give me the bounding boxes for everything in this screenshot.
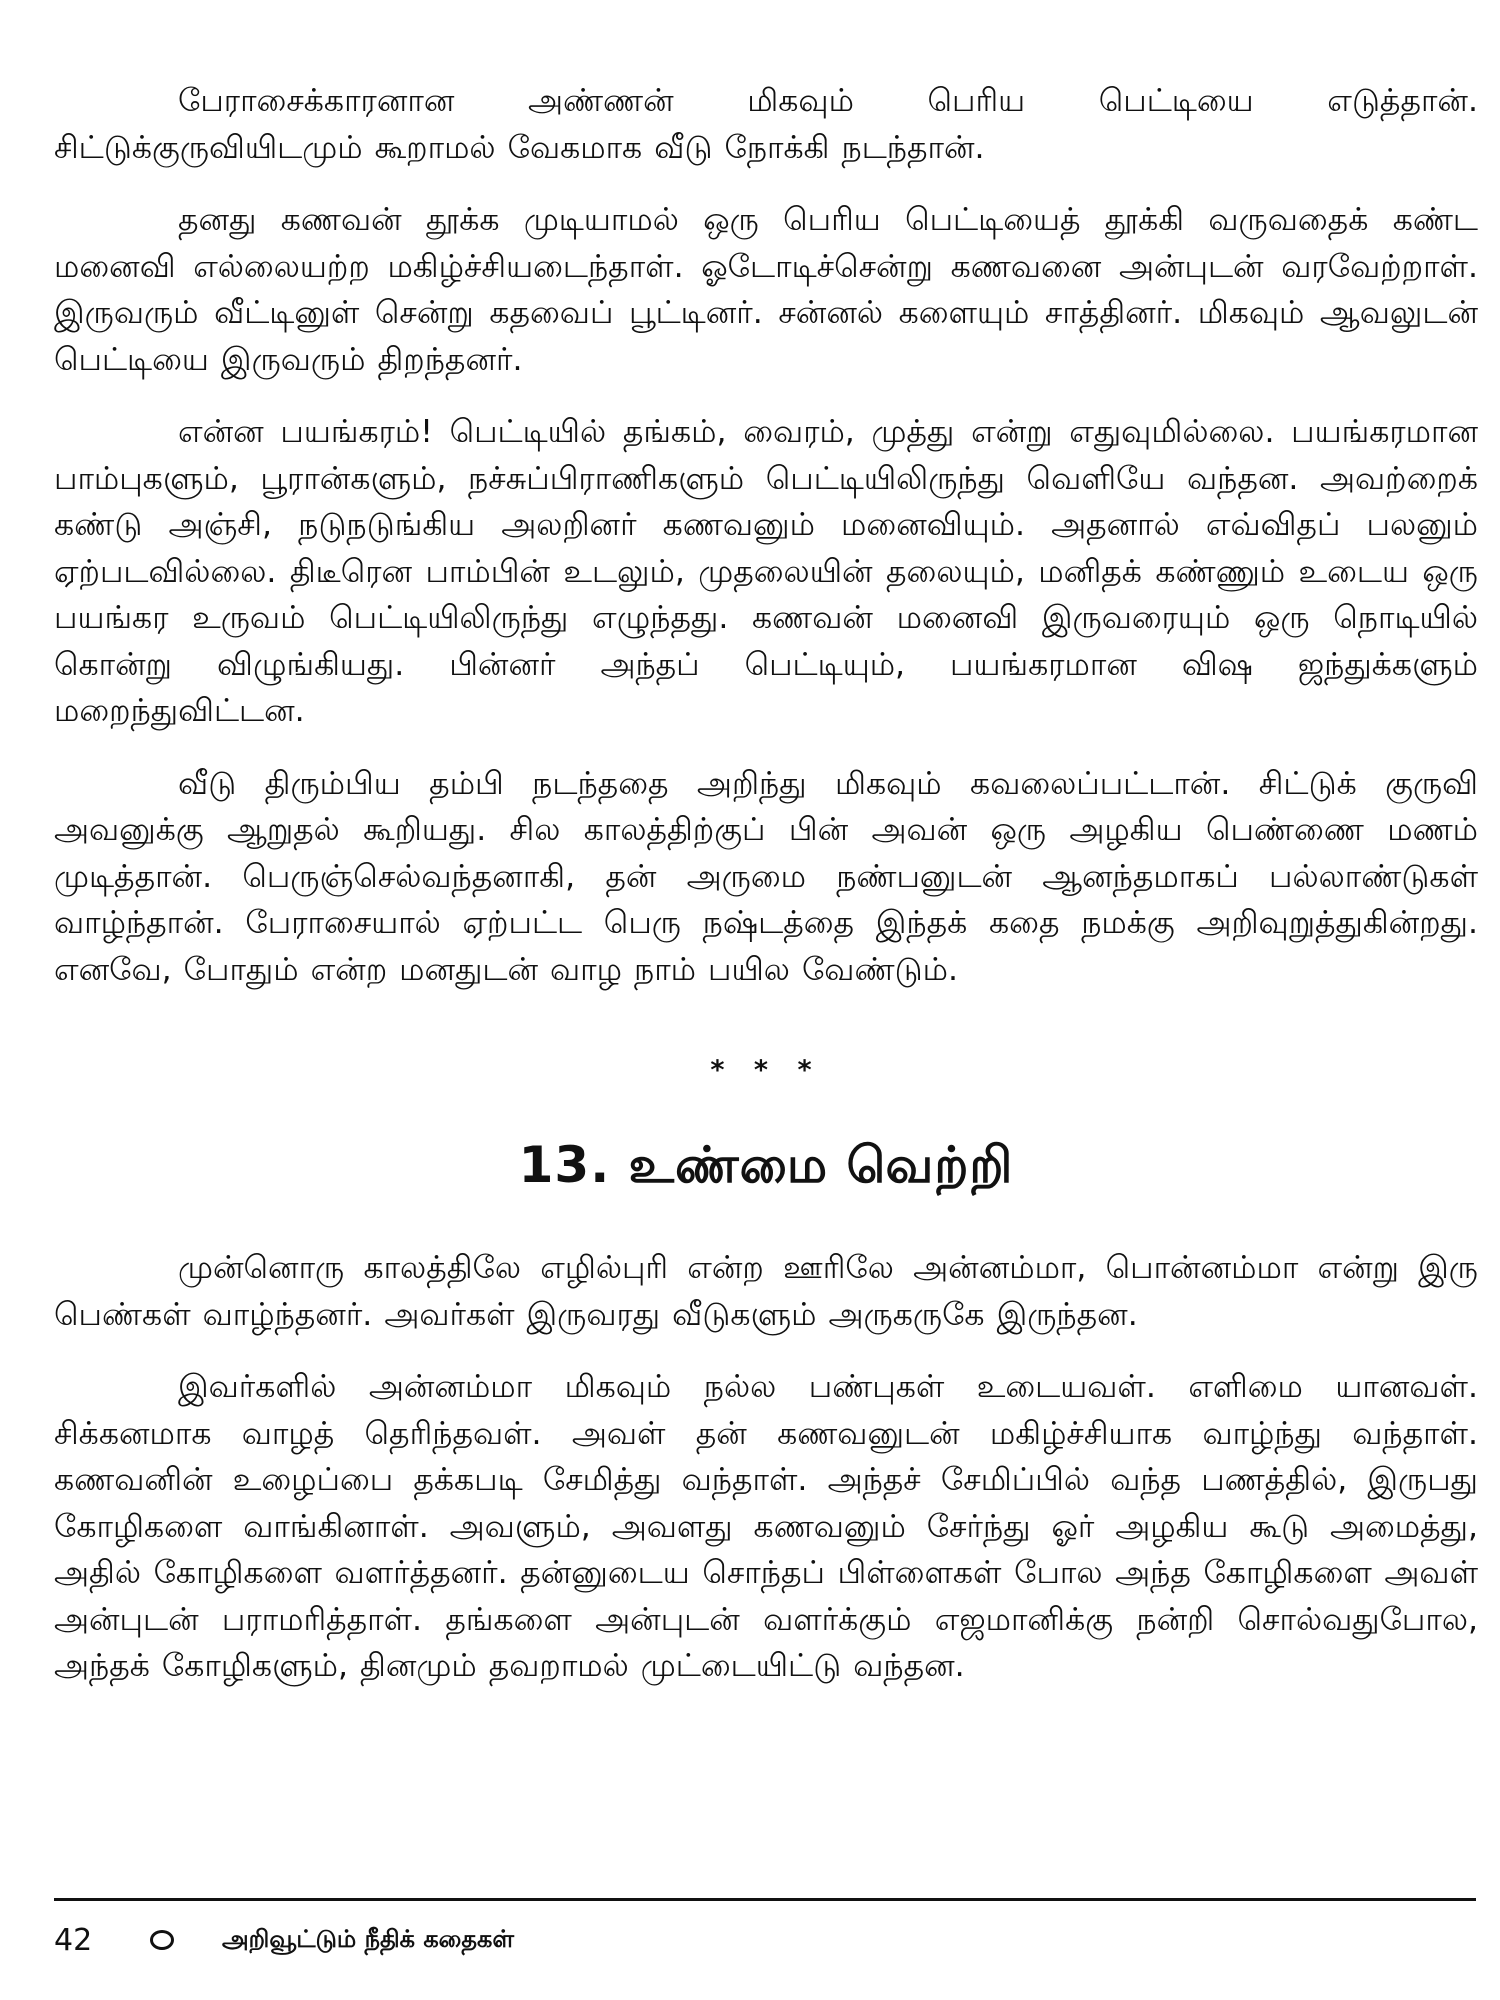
- book-title: அறிவூட்டும் நீதிக் கதைகள்: [222, 1924, 515, 1953]
- chapter-title: 13. உண்மை வெற்றி: [518, 1136, 1014, 1194]
- page-footer: [54, 1918, 514, 1962]
- paragraph: இவர்களில் அன்னம்மா மிகவும் நல்ல பண்புகள் உடையவள். எளிமை யானவள். சிக்கனமாக வாழத் தெரிந்தவள். அவள் தன் கணவனுடன் மகிழ்ச்சியாக வாழ்ந்து வந்தாள். கணவனின் உழைப்பை தக்கபடி சேமித்து வந்தாள். அந்தச் சேமிப்பில் வந்த பணத்தில், இருபது கோழிகளை வாங்கினாள். அவளும், அவளது கணவனும் சேர்ந்து ஓர் அழகிய கூடு அமைத்து, அதில் கோழிகளை வளர்த்தனர். தன்னுடைய சொந்தப் பிள்ளைகள் போல அந்த கோழிகளை அவள் அன்புடன் பராமரித்தாள். தங்களை அன்புடன் வளர்க்கும் எஜமானிக்கு நன்றி சொல்வதுபோல, அந்தக் கோழிகளும், தினமும் தவறாமல் முட்டையிட்டு வந்தன.: [54, 1369, 1478, 1684]
- paragraph: பேராசைக்காரனான அண்ணன் மிகவும் பெரிய பெட்டியை எடுத்தான். சிட்டுக்குருவியிடமும் கூறாமல் வேகமாக வீடு நோக்கி நடந்தான்.: [54, 83, 1478, 166]
- paragraph: என்ன பயங்கரம்! பெட்டியில் தங்கம், வைரம், முத்து என்று எதுவுமில்லை. பயங்கரமான பாம்புகளும், பூரான்களும், நச்சுப்பிராணிகளும் பெட்டியிலிருந்து வெளியே வந்தன. அவற்றைக் கண்டு அஞ்சி, நடுநடுங்கிய அலறினர் கணவனும் மனைவியும். அதனால் எவ்விதப் பலனும் ஏற்படவில்லை. திடீரென பாம்பின் உடலும், முதலையின் தலையும், மனிதக் கண்ணும் உடைய ஒரு பயங்கர உருவம் பெட்டியிலிருந்து எழுந்தது. கணவன் மனைவி இருவரையும் ஒரு நொடியில் கொன்று விழுங்கியது. பின்னர் அந்தப் பெட்டியும், பயங்கரமான விஷ ஜந்துக்களும் மறைந்துவிட்டன.: [54, 414, 1478, 729]
- page-body: [54, 78, 1478, 1690]
- section-separator: * * *: [710, 1055, 822, 1086]
- page-number: 42: [54, 1922, 93, 1958]
- footer-rule: [54, 1898, 1476, 1901]
- paragraph: வீடு திரும்பிய தம்பி நடந்ததை அறிந்து மிகவும் கவலைப்பட்டான். சிட்டுக் குருவி அவனுக்கு ஆறுதல் கூறியது. சில காலத்திற்குப் பின் அவன் ஒரு அழகிய பெண்ணை மணம் முடித்தான். பெருஞ்செல்வந்தனாகி, தன் அருமை நண்பனுடன் ஆனந்தமாகப் பல்லாண்டுகள் வாழ்ந்தான். பேராசையால் ஏற்பட்ட பெரு நஷ்டத்தை இந்தக் கதை நமக்கு அறிவுறுத்துகின்றது. எனவே, போதும் என்ற மனதுடன் வாழ நாம் பயில வேண்டும்.: [54, 765, 1478, 988]
- paragraph: தனது கணவன் தூக்க முடியாமல் ஒரு பெரிய பெட்டியைத் தூக்கி வருவதைக் கண்ட மனைவி எல்லையற்ற மகிழ்ச்சியடைந்தாள். ஓடோடிச்சென்று கணவனை அன்புடன் வரவேற்றாள். இருவரும் வீட்டினுள் சென்று கதவைப் பூட்டினர். சன்னல் களையும் சாத்தினர். மிகவும் ஆவலுடன் பெட்டியை இருவரும் திறந்தனர்.: [54, 202, 1478, 378]
- circle-bullet-icon: [150, 1930, 174, 1950]
- paragraph: முன்னொரு காலத்திலே எழில்புரி என்ற ஊரிலே அன்னம்மா, பொன்னம்மா என்று இரு பெண்கள் வாழ்ந்தனர். அவர்கள் இருவரது வீடுகளும் அருகருகே இருந்தன.: [54, 1250, 1478, 1333]
